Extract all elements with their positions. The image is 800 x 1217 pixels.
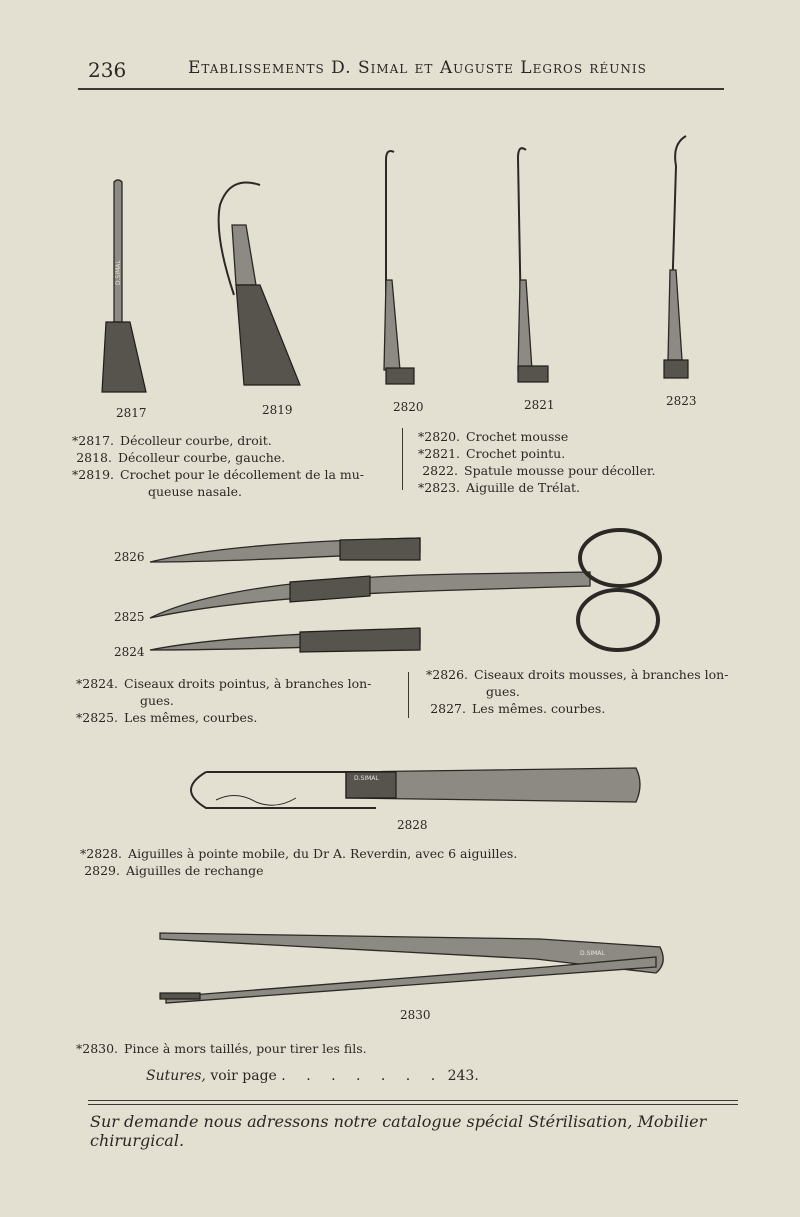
label-2825: 2825 <box>114 610 145 624</box>
list-item: *2824. Ciseaux droits pointus, à branches lon- <box>76 676 372 691</box>
list-item: *2825. Les mêmes, courbes. <box>76 710 258 725</box>
list-item: *2821. Crochet pointu. <box>418 446 566 461</box>
list-item-continuation: queuse nasale. <box>148 484 243 499</box>
sutures-page: 243. <box>447 1068 479 1084</box>
brand-mark: D.SIMAL <box>115 260 122 285</box>
brand-mark: D.SIMAL <box>354 775 379 782</box>
section3-list <box>80 845 517 879</box>
list-item: *2817. Décolleur courbe, droit. <box>72 433 272 448</box>
instrument-2824 <box>150 628 420 652</box>
list-item: 2829. Aiguilles de rechange <box>84 863 264 878</box>
header-rule <box>78 88 724 90</box>
list-item: *2819. Crochet pour le décollement de la mu- <box>72 467 364 482</box>
section1-left-list <box>72 432 364 500</box>
column-divider <box>408 672 409 718</box>
list-item: 2822. Spatule mousse pour décoller. <box>422 463 656 478</box>
list-item: *2820. Crochet mousse <box>418 429 569 444</box>
caption-2823: 2823 <box>666 394 697 408</box>
section4-list <box>76 1040 367 1057</box>
page-number: 236 <box>88 58 127 82</box>
sutures-text: voir page <box>210 1068 277 1084</box>
caption-2830: 2830 <box>400 1008 431 1022</box>
brand-mark: D.SIMAL <box>580 950 605 957</box>
footer-rule-2 <box>88 1104 738 1105</box>
list-item: 2827. Les mêmes. courbes. <box>430 701 606 716</box>
instrument-2830 <box>160 933 663 1003</box>
section2-right-list <box>426 666 728 717</box>
caption-2817: 2817 <box>116 406 147 420</box>
label-2824: 2824 <box>114 645 145 659</box>
instrument-2819 <box>219 183 300 386</box>
list-item-continuation: gues. <box>486 684 520 699</box>
list-item: *2828. Aiguilles à pointe mobile, du Dr A. Reverdin, avec 6 aiguilles. <box>80 846 518 861</box>
running-title: Etablissements D. Simal et Auguste Legros réunis <box>188 58 647 78</box>
caption-2820: 2820 <box>393 400 424 414</box>
instrument-2817 <box>102 180 146 392</box>
caption-2821: 2821 <box>524 398 555 412</box>
list-item: 2818. Décolleur courbe, gauche. <box>76 450 286 465</box>
needle-holder-illustration <box>176 760 646 820</box>
scissors-illustration <box>110 520 680 660</box>
leader-dots: . . . . . . . <box>281 1068 444 1084</box>
column-divider <box>402 428 403 490</box>
list-item-continuation: gues. <box>140 693 174 708</box>
label-2826: 2826 <box>114 550 145 564</box>
section1-right-list <box>418 428 656 496</box>
list-item: *2830. Pince à mors taillés, pour tirer les fils. <box>76 1041 367 1056</box>
instrument-2826 <box>150 538 420 562</box>
instrument-2821 <box>518 148 548 382</box>
forceps-illustration <box>160 925 680 1005</box>
instrument-illustrations-row <box>90 130 710 400</box>
caption-2828: 2828 <box>397 818 428 832</box>
sutures-reference <box>146 1068 479 1084</box>
section2-left-list <box>76 675 371 726</box>
list-item: *2826. Ciseaux droits mousses, à branches lon- <box>426 667 729 682</box>
instrument-2823 <box>664 136 688 378</box>
caption-2819: 2819 <box>262 403 293 417</box>
sutures-label: Sutures, <box>146 1068 206 1084</box>
footer-rule-1 <box>88 1100 738 1101</box>
catalogue-note: Sur demande nous adressons notre catalogue spécial Stérilisation, Mobilier chirurgical. <box>90 1112 707 1150</box>
list-item: *2823. Aiguille de Trélat. <box>418 480 581 495</box>
instrument-2820 <box>384 151 414 384</box>
instrument-2828 <box>191 768 640 808</box>
